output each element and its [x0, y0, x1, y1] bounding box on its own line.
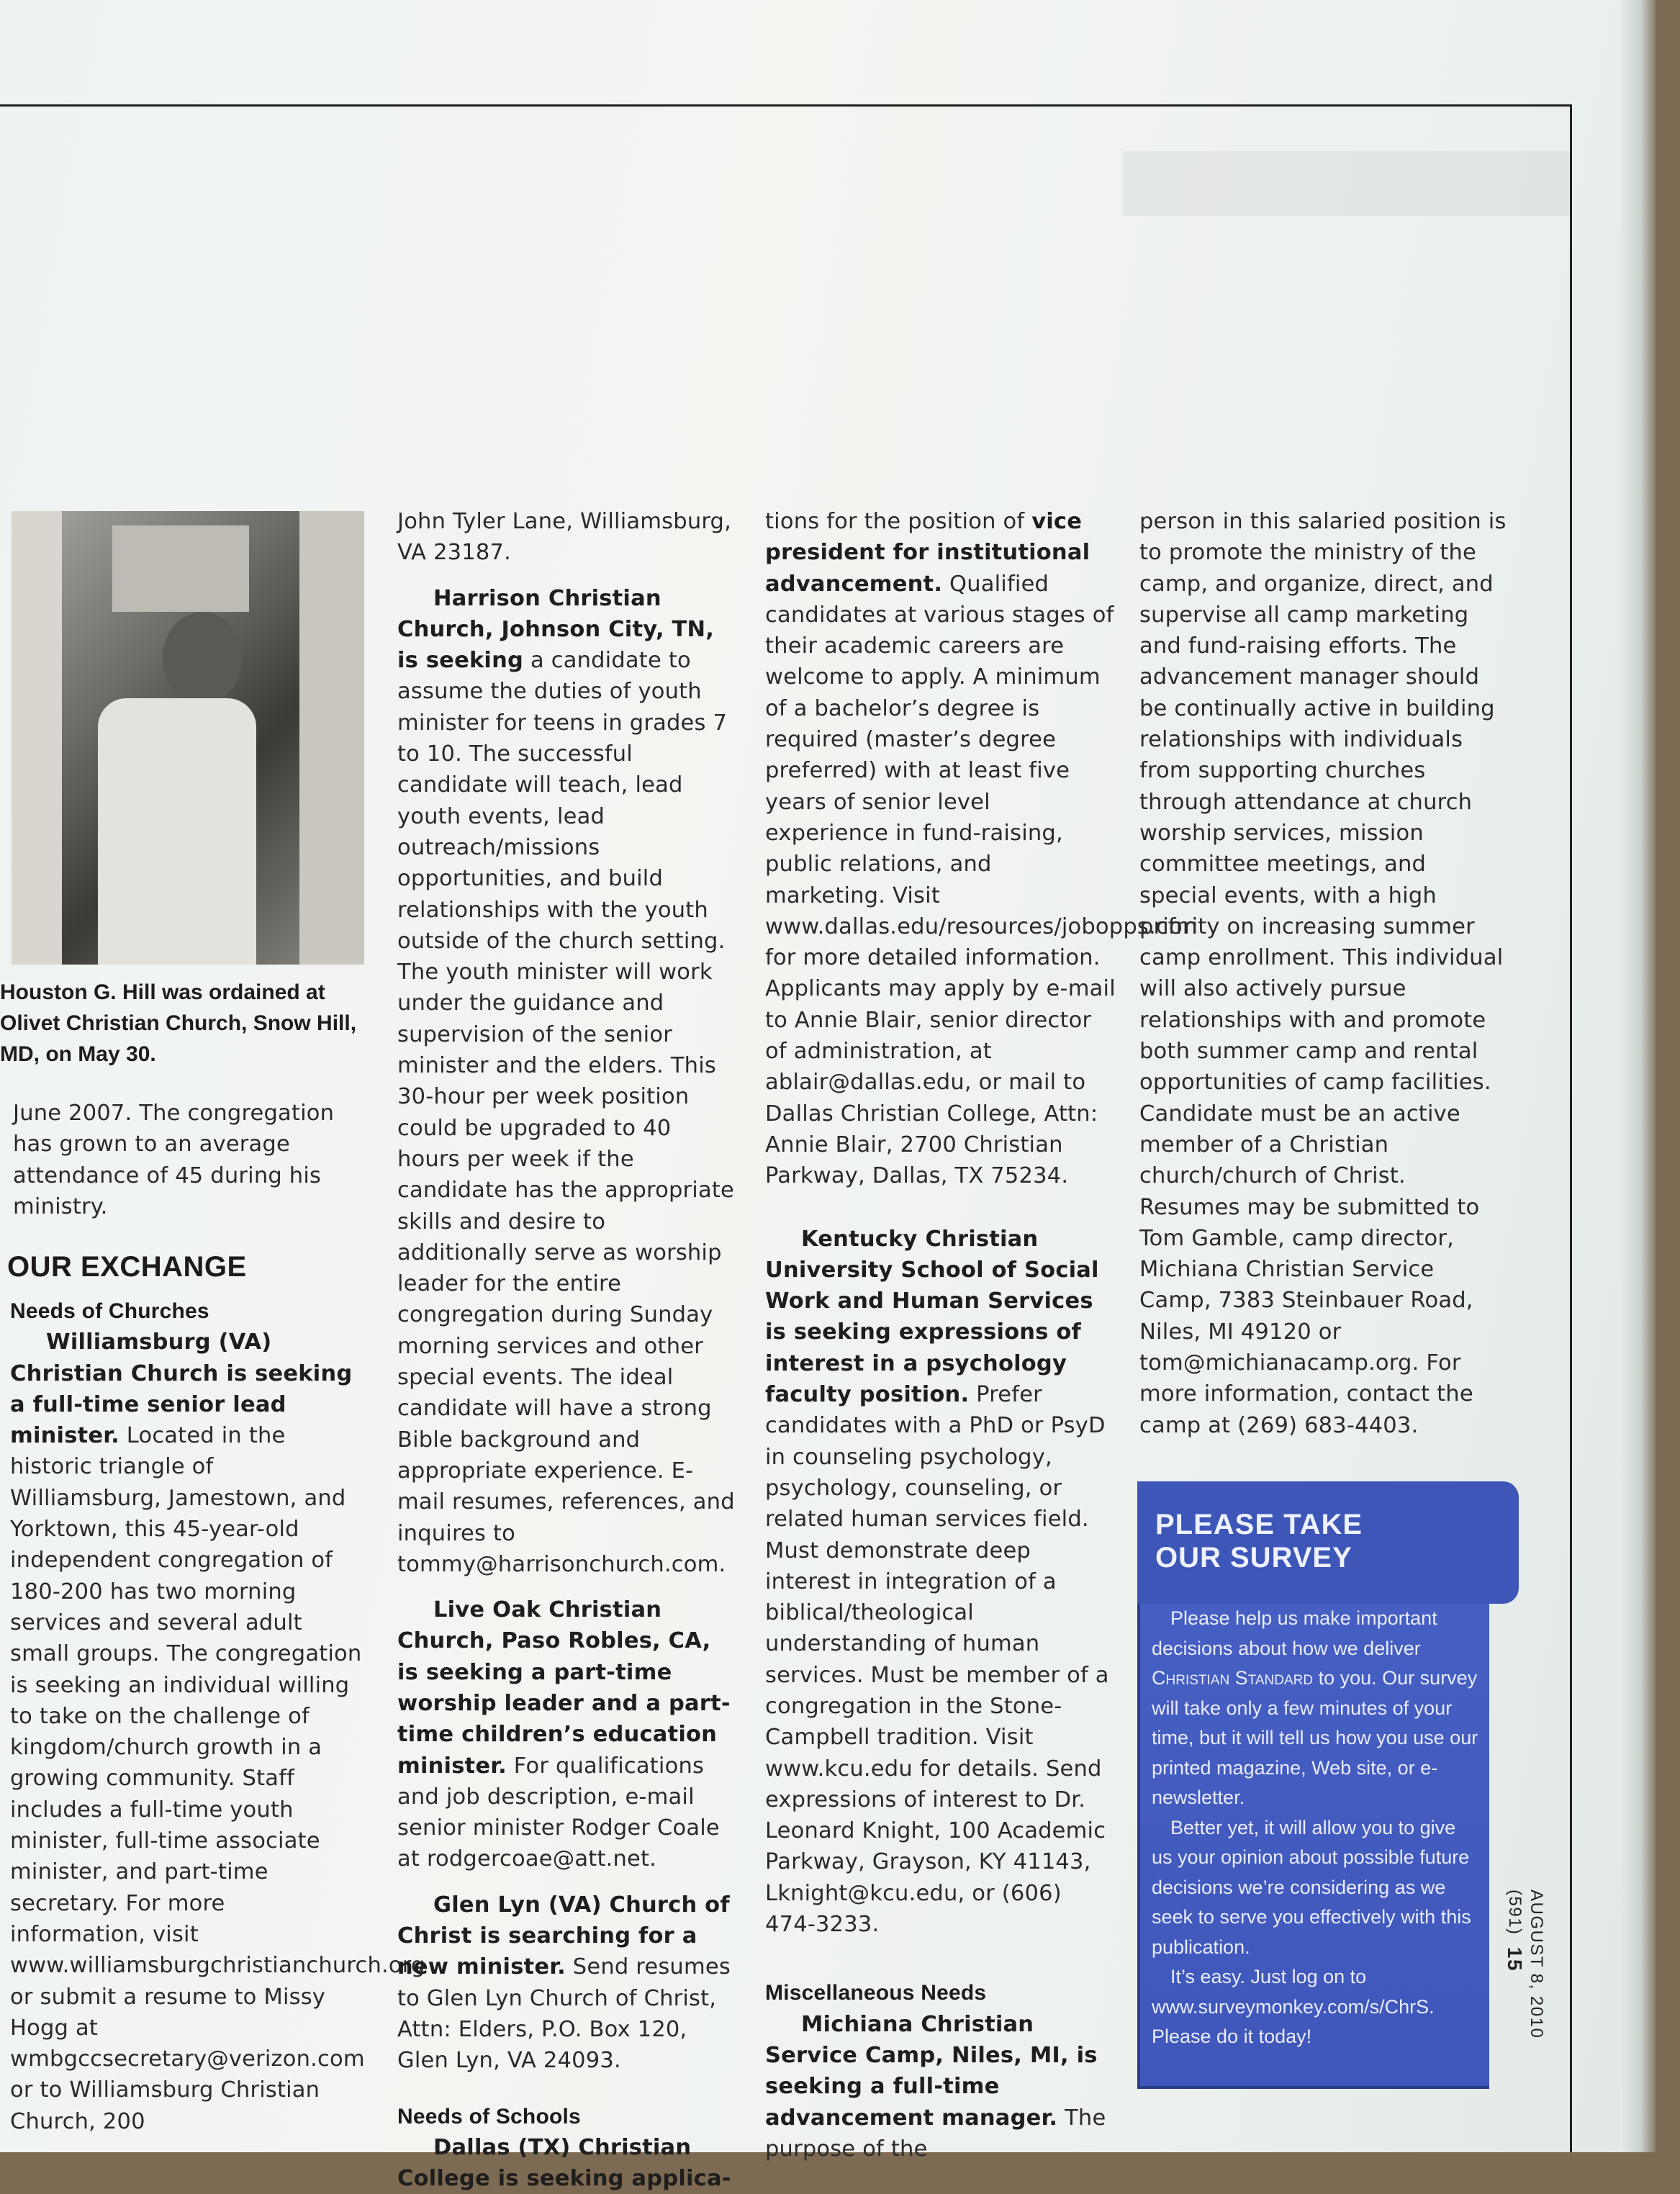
ad-dallas-start — [397, 2132, 736, 2194]
survey-body — [1152, 1604, 1479, 2052]
ad-body: a candidate to assume the duties of youth minister for teens in grades 7 to 10. The successful candidate will teach, lead youth events, lead outreach/missions opportunities, and build relationships with the youth outside of the church setting. The youth minister will work under the guidance and supervision of the senior minister and the elders. This 30-hour per week position could be upgraded to 40 hours per week if the candidate has the appropriate skills and desire to additionally serve as worship leader for the entire congregation during Sunday morning services and other special events. The ideal candidate will have a strong Bible background and appropriate experience. E-mail resumes, references, and inquires to tommy@harrisonchurch.com. — [397, 648, 735, 1577]
ad-body: Prefer candidates with a PhD or PsyD in counseling psychology, psychology, counseling, or related human services field. Must demonstrate deep interest in integration of a biblical/theological understanding of human services. Must be member of a congregation in the Stone-Campbell tradition. Visit www.kcu.edu for details. Send expressions of interest to Dr. Leonard Knight, 100 Academic Parkway, Grayson, KY 41143, Lknight@kcu.edu, or (606) 474-3233. — [765, 1382, 1109, 1938]
ad-lead: Live Oak Christian Church, Paso Robles, CA, is seeking a part-time worship leader and a part-time children’s education minister. — [397, 1597, 731, 1779]
photo-caption: Houston G. Hill was ordained at Olivet Christian Church, Snow Hill, MD, on May 30. — [0, 980, 357, 1066]
subsection-misc-needs: Miscellaneous Needs — [765, 1981, 987, 2005]
survey-paragraph-3: It’s easy. Just log on to www.surveymonkey.com/s/ChrS. Please do it today! — [1152, 1966, 1435, 2047]
ad-dallas — [765, 506, 1198, 1192]
ad-lead: Kentucky Christian University School of Social Work and Human Services is seeking expressions of interest in a psychology faculty position. — [765, 1226, 1099, 1408]
section-title: OUR EXCHANGE — [7, 1251, 247, 1283]
ad-lead: Glen Lyn (VA) Church of Christ is searching for a new minister. — [397, 1892, 730, 1980]
page-edge — [1620, 0, 1656, 2152]
magazine-name: Christian Standard — [1152, 1667, 1314, 1689]
column-1 — [13, 1098, 362, 1222]
column-3 — [765, 506, 1198, 2164]
position-title: vice president for institutional advancement. — [765, 509, 1090, 597]
ad-michiana-cont: person in this salaried position is to promote the ministry of the camp, and organize, direct, and supervise all camp marketing and fund-raising efforts. The advancement manager should be continually active in building relationships with individuals from supporting churches through attendance at church worship services, mission committee meetings, and special events, with a high priority on increasing summer camp enrollment. This individual will also actively pursue relationships with and promote both summer camp and rental opportunities of camp facilities. Candidate must be an active member of a Christian church/church of Christ. Resumes may be submitted to Tom Gamble, camp director, Michiana Christian Service Camp, 7383 Steinbauer Road, Niles, MI 49120 or tom@michianacamp.org. For more information, contact the camp at (269) 683-4403. — [1139, 509, 1507, 1438]
survey-paragraph-1 — [1152, 1604, 1479, 1813]
ad-glen-lyn — [397, 1890, 736, 2077]
show-through-shadow — [1123, 151, 1569, 216]
ad-body: Qualified candidates at various stages of their academic careers are welcome to apply. A minimum of a bachelor’s degree is required (master’s degree preferred) with at least five years of senior level experience in fund-raising, public relations, and marketing. Visit www.dallas.edu/resources/jobopps.cfm for more detailed information. Applicants may apply by e-mail to Annie Blair, senior director of administration, at ablair@dallas.edu, or mail to Dallas Christian College, Attn: Annie Blair, 2700 Christian Parkway, Dallas, TX 75234. — [765, 571, 1198, 1189]
ad-body: For qualifications and job description, e-mail senior minister Rodger Coale at rodgercoae@att.net. — [397, 1753, 720, 1872]
ad-body: Located in the historic triangle of Williamsburg, Jamestown, and Yorktown, this 45-year-old independent congregation of 180-200 has two morning services and several adult small groups. The congregation is seeking an individual willing to take on the challenge of kingdom/church growth in a growing community. Staff includes a full-time youth minister, full-time associate minister, and part-time secretary. For more information, visit www.williamsburgchristianchurch.org or submit a resume to Missy Hogg at wmbgccsecretary@verizon.com or to Williamsburg Christian Church, 200 — [10, 1423, 425, 2134]
ad-williamsburg — [10, 1327, 425, 2137]
page-footer — [1504, 1890, 1546, 2120]
survey-title-line-1: PLEASE TAKE — [1155, 1509, 1363, 1540]
column-2 — [397, 506, 736, 2194]
ad-lead: Harrison Christian Church, Johnson City, TN, is seeking — [397, 585, 715, 674]
ad-lead: Dallas (TX) Christian College is seeking applica- — [397, 2134, 731, 2192]
ordination-photo — [12, 511, 364, 965]
survey-title-line-2: OUR SURVEY — [1155, 1542, 1352, 1574]
ad-lead: Michiana Christian Service Camp, Niles, MI, is seeking a full-time advancement manager. — [765, 2011, 1098, 2131]
survey-text: to you. Our survey will take only a few minutes of your time, but it will tell us how you use our printed magazine, Web site, or e-newsletter. — [1152, 1667, 1478, 1808]
survey-title — [1155, 1508, 1494, 1574]
ad-lead: Williamsburg (VA) Christian Church is seeking a full-time senior lead minister. — [10, 1330, 353, 1449]
survey-text: Please help us make important decisions about how we deliver — [1152, 1607, 1437, 1659]
ad-williamsburg-end: John Tyler Lane, Williamsburg, VA 23187. — [397, 509, 732, 566]
ad-body: Send resumes to Glen Lyn Church of Christ, Attn: Elders, P.O. Box 120, Glen Lyn, VA 24093. — [397, 1954, 731, 2074]
page-number: 15 — [1504, 1946, 1526, 1972]
ad-live-oak — [397, 1594, 736, 1875]
subsection-needs-of-churches: Needs of Churches — [10, 1299, 209, 1323]
ad-body: The purpose of the — [765, 2105, 1106, 2162]
intro-text: June 2007. The congregation has grown to an average attendance of 45 during his ministry. — [13, 1101, 335, 1219]
issue-date: AUGUST 8, 2010 (591) — [1505, 1890, 1546, 2039]
ad-harrison — [397, 583, 736, 1581]
survey-paragraph-2: Better yet, it will allow you to give us your opinion about possible future decisions we’re considering as we seek to serve you effectively with this publication. — [1152, 1816, 1471, 1958]
ad-michiana — [765, 2009, 1118, 2164]
ad-kentucky — [765, 1224, 1118, 1941]
column-1-ads — [10, 1296, 425, 2137]
ad-text: tions for the position of — [765, 509, 1032, 534]
column-4 — [1139, 506, 1507, 1441]
subsection-needs-of-schools: Needs of Schools — [397, 2104, 581, 2128]
